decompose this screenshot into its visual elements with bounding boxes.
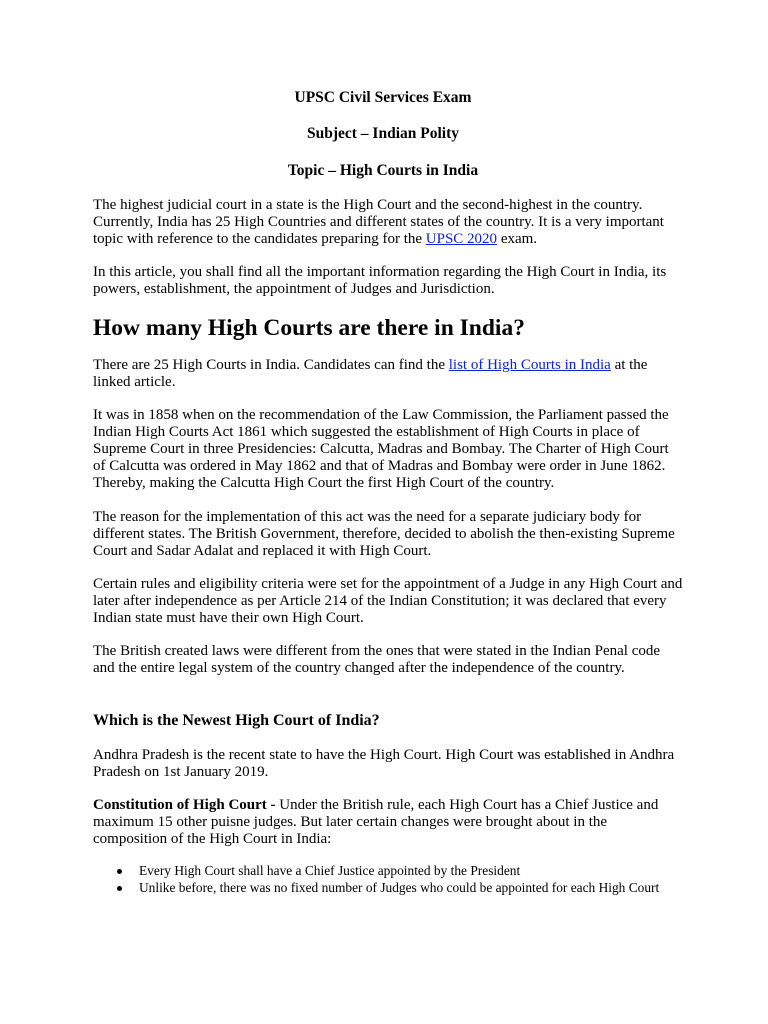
section1-paragraph-2: It was in 1858 when on the recommendation of the Law Commission, the Parliament passed the Indian High Courts Act 1861 which suggested the establishment of High Courts in place of Supreme Court in three Presidencies: Calcutta, Madras and Bombay. The Charter of High Court of Calcutta was ordered in May 1862 and that of Madras and Bombay were order in June 1862. Thereby, making the Calcutta High Court the first High Court of the country. (93, 407, 669, 491)
intro-paragraph-1 (93, 197, 683, 248)
bullet-icon (117, 886, 122, 891)
exam-title: UPSC Civil Services Exam (294, 89, 472, 106)
section-heading-newest-court: Which is the Newest High Court of India? (93, 712, 380, 729)
section1-paragraph-1 (93, 357, 683, 391)
list-item (93, 863, 683, 879)
section2-paragraph-2 (93, 797, 683, 848)
list-item-text: Unlike before, there was no fixed number of Judges who could be appointed for each High Court (139, 880, 660, 895)
section1-paragraph-4: Certain rules and eligibility criteria were set for the appointment of a Judge in any High Court and later after independence as per Article 214 of the Indian Constitution; it was declared that every Indian state must have their own High Court. (93, 576, 683, 626)
list-item-text: Every High Court shall have a Chief Justice appointed by the President (139, 863, 521, 878)
intro-text-a: The highest judicial court in a state is the High Court and the second-highest in the country. Currently, India has 25 High Countries and different states of the country. It is a very important topic with reference to the candidates preparing for the (93, 197, 664, 247)
bullet-icon (117, 869, 122, 874)
section1-paragraph-5: The British created laws were different from the ones that were stated in the Indian Penal code and the entire legal system of the country changed after the independence of the country. (93, 643, 661, 676)
upsc-2020-link[interactable]: UPSC 2020 (425, 231, 498, 247)
subject-title: Subject – Indian Polity (306, 125, 459, 142)
section2-paragraph-1: Andhra Pradesh is the recent state to have the High Court. High Court was established in Andhra Pradesh on 1st January 2019. (93, 747, 675, 780)
section1-text-b: at the linked article. (93, 357, 648, 390)
section1-text-a: There are 25 High Courts in India. Candidates can find the (93, 357, 449, 373)
intro-paragraph-2: In this article, you shall find all the important information regarding the High Court in India, its powers, establishment, the appointment of Judges and Jurisdiction. (93, 264, 667, 297)
section-heading-high-courts: How many High Courts are there in India? (93, 315, 525, 341)
constitution-text: Under the British rule, each High Court has a Chief Justice and maximum 15 other puisne judges. But later certain changes were brought about in the composition of the High Court in India: (93, 797, 659, 847)
topic-title: Topic – High Courts in India (287, 162, 479, 179)
composition-bullet-list (93, 863, 683, 897)
list-of-high-courts-link[interactable]: list of High Courts in India (448, 357, 611, 373)
constitution-label: Constitution of High Court - (93, 797, 276, 813)
intro-text-b: exam. (497, 231, 538, 247)
section1-paragraph-3: The reason for the implementation of this act was the need for a separate judiciary body for different states. The British Government, therefore, decided to abolish the then-existing Supreme Court and Sadar Adalat and replaced it with High Court. (93, 509, 675, 559)
list-item (93, 880, 683, 896)
